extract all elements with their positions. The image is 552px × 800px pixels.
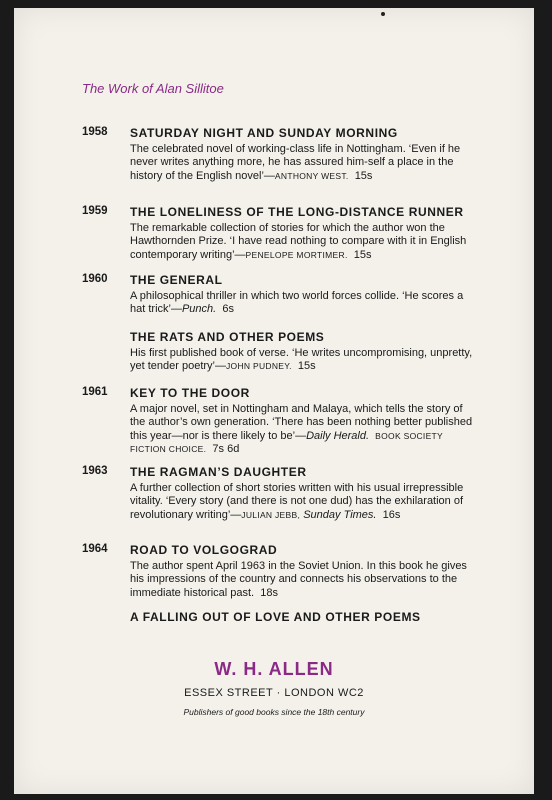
ink-spot bbox=[381, 12, 385, 16]
entry-title: THE RATS AND OTHER POEMS bbox=[130, 330, 325, 344]
publisher-address: ESSEX STREET · LONDON WC2 bbox=[184, 687, 364, 699]
entry-description: The remarkable collection of stories for which the author won the Hawthornden Prize. ‘I have read nothing to compare with it in English contemporary writing’—PENELOPE MORTIMER. 15s bbox=[130, 222, 467, 261]
entry-description: His first published book of verse. ‘He writes uncompromising, unpretty, yet tender poetry’—JOHN PUDNEY. 15s bbox=[130, 347, 473, 373]
entry-title: KEY TO THE DOOR bbox=[130, 386, 250, 400]
entry-description: The author spent April 1963 in the Soviet Union. In this book he gives his impressions of the country and connects his observations to the immediate historical past. 18s bbox=[130, 560, 467, 599]
entry-title: THE GENERAL bbox=[130, 273, 223, 287]
entry-description: A major novel, set in Nottingham and Malaya, which tells the story of the author’s own generation. ‘There has been nothing better published this year—nor is there likely to be’—Daily Herald. BOOK SOCIETY FICTION CHOICE. 7s 6d bbox=[130, 403, 473, 456]
page-heading: The Work of Alan Sillitoe bbox=[82, 81, 224, 96]
back-cover bbox=[14, 8, 534, 794]
entry-year: 1961 bbox=[82, 386, 108, 398]
entry-description: A further collection of short stories written with his usual irrepressible vitality. ‘Every story (and there is not one dud) has the exhilaration of revolutionary writing’—JULIAN JEBB, Sunday Times. 16s bbox=[130, 482, 464, 521]
entry-title: SATURDAY NIGHT AND SUNDAY MORNING bbox=[130, 126, 398, 140]
entry-year: 1963 bbox=[82, 465, 108, 477]
entry-title: THE RAGMAN’S DAUGHTER bbox=[130, 465, 307, 479]
publisher-name: W. H. ALLEN bbox=[214, 659, 334, 679]
entry-title: ROAD TO VOLGOGRAD bbox=[130, 543, 278, 557]
entry-title: A FALLING OUT OF LOVE AND OTHER POEMS bbox=[130, 610, 421, 624]
entry-year: 1960 bbox=[82, 273, 108, 285]
publisher-tagline: Publishers of good books since the 18th century bbox=[183, 707, 365, 717]
entry-year: 1959 bbox=[82, 205, 108, 217]
entry-year: 1964 bbox=[82, 543, 108, 555]
entry-description: A philosophical thriller in which two world forces collide. ‘He scores a hat trick’—Punch. 6s bbox=[130, 290, 464, 316]
entry-year: 1958 bbox=[82, 126, 108, 138]
entry-title: THE LONELINESS OF THE LONG-DISTANCE RUNNER bbox=[130, 205, 464, 219]
entry-description: The celebrated novel of working-class life in Nottingham. ‘Even if he never writes anything more, he has assured him-self a place in the history of the English novel’—ANTHONY WEST. 15s bbox=[130, 143, 461, 182]
